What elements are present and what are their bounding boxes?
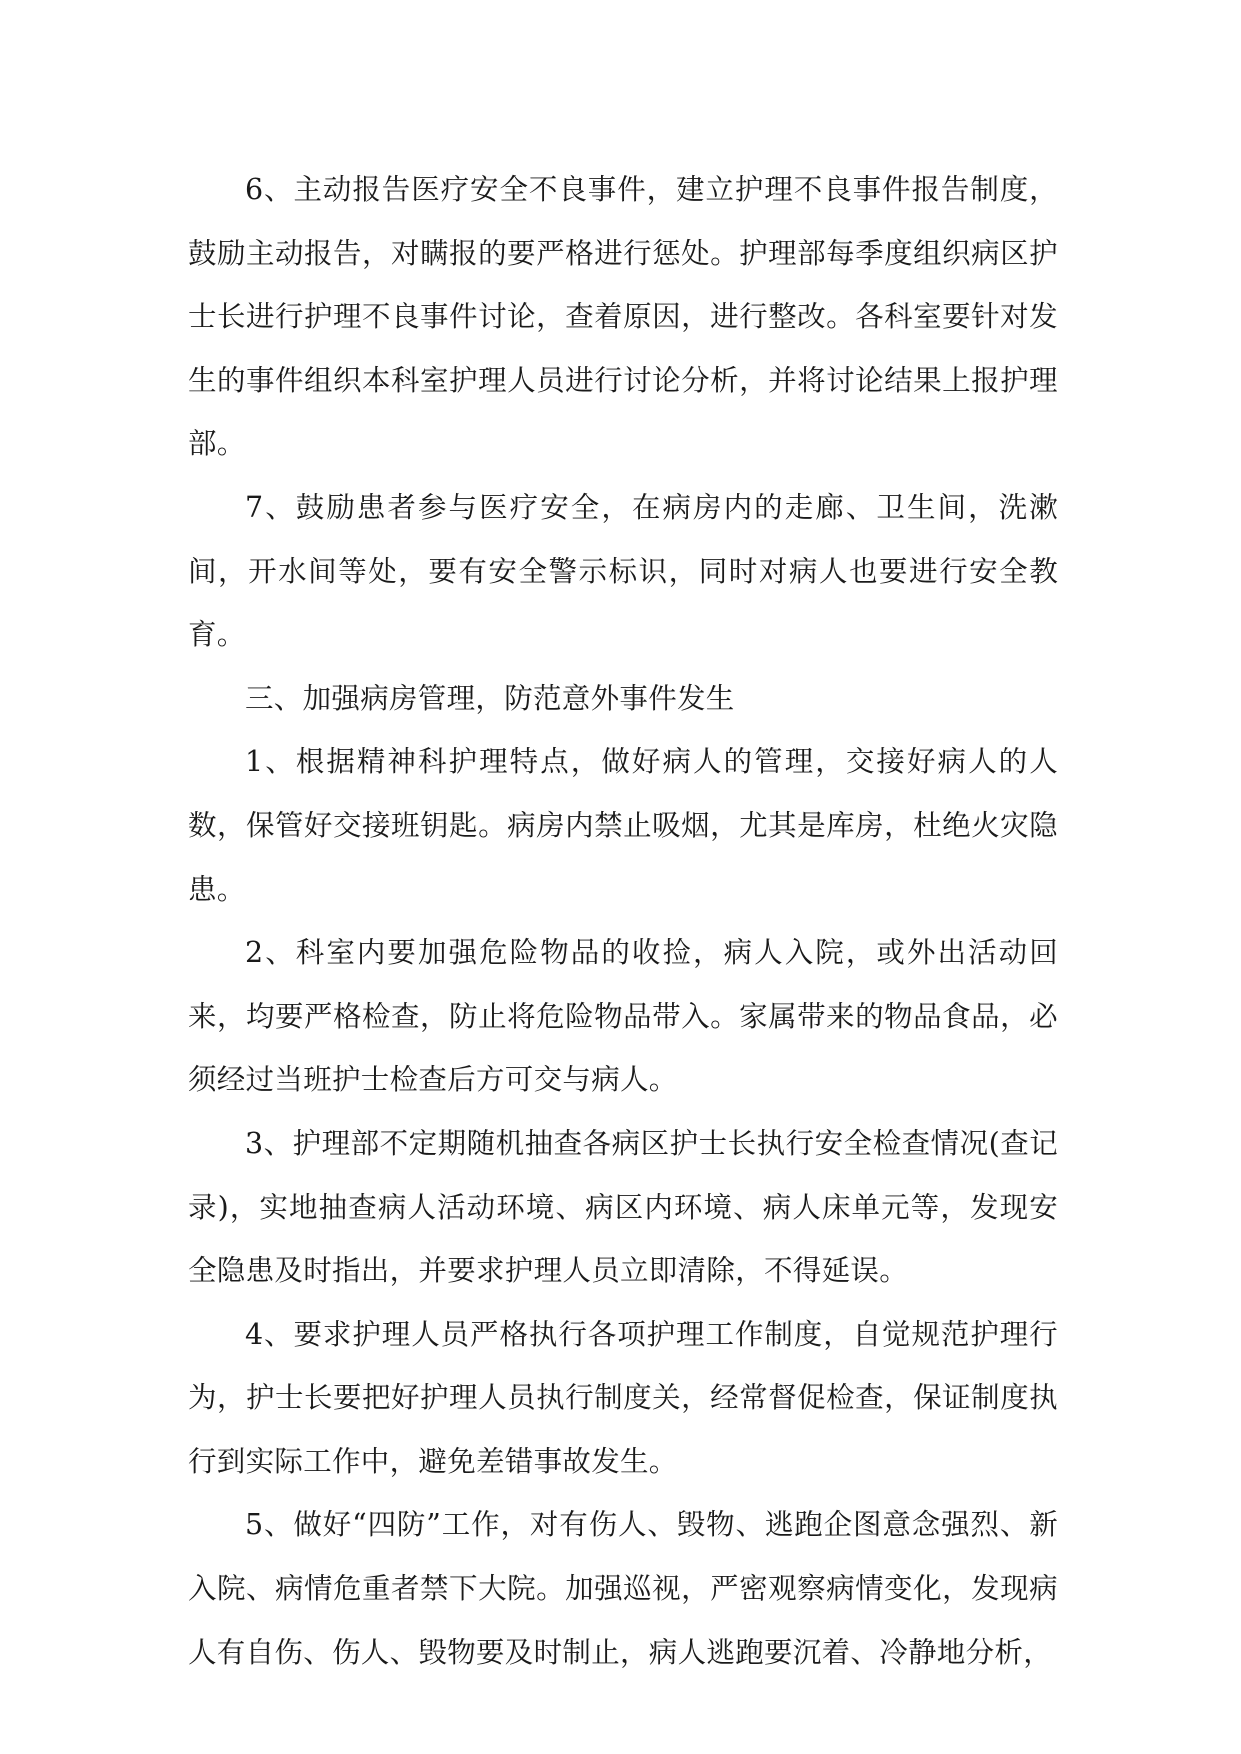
paragraph-item-1-patient-management: 1、根据精神科护理特点，做好病人的管理，交接好病人的人数，保管好交接班钥匙。病房内禁止吸烟，尤其是库房，杜绝火灾隐患。: [188, 745, 1058, 906]
paragraph-item-4-regulations: 4、要求护理人员严格执行各项护理工作制度，自觉规范护理行为，护士长要把好护理人员执行制度关，经常督促检查，保证制度执行到实际工作中，避免差错事故发生。: [188, 1317, 1058, 1478]
section-heading-ward-management: 三、加强病房管理，防范意外事件发生: [245, 681, 735, 715]
document-body: [188, 158, 1058, 1684]
paragraph-item-5-four-preventions: 5、做好“四防”工作，对有伤人、毁物、逃跑企图意念强烈、新入院、病情危重者禁下大院。加强巡视，严密观察病情变化，发现病人有自伤、伤人、毁物要及时制止，病人逃跑要沉着、冷静地分析，: [188, 1508, 1058, 1669]
paragraph-item-7-patient-participation: 7、鼓励患者参与医疗安全，在病房内的走廊、卫生间，洗漱间，开水间等处，要有安全警示标识，同时对病人也要进行安全教育。: [188, 490, 1058, 652]
paragraph-item-2-dangerous-items: 2、科室内要加强危险物品的收捡，病人入院，或外出活动回来，均要严格检查，防止将危险物品带入。家属带来的物品食品，必须经过当班护士检查后方可交与病人。: [188, 936, 1058, 1097]
paragraph-item-6-adverse-event-reporting: 6、主动报告医疗安全不良事件，建立护理不良事件报告制度，鼓励主动报告，对瞒报的要严格进行惩处。护理部每季度组织病区护士长进行护理不良事件讨论，查着原因，进行整改。各科室要针对发生的事件组织本科室护理人员进行讨论分析，并将讨论结果上报护理部。: [188, 173, 1058, 461]
paragraph-item-3-safety-inspection: 3、护理部不定期随机抽查各病区护士长执行安全检查情况(查记录)，实地抽查病人活动环境、病区内环境、病人床单元等，发现安全隐患及时指出，并要求护理人员立即清除，不得延误。: [188, 1126, 1058, 1288]
